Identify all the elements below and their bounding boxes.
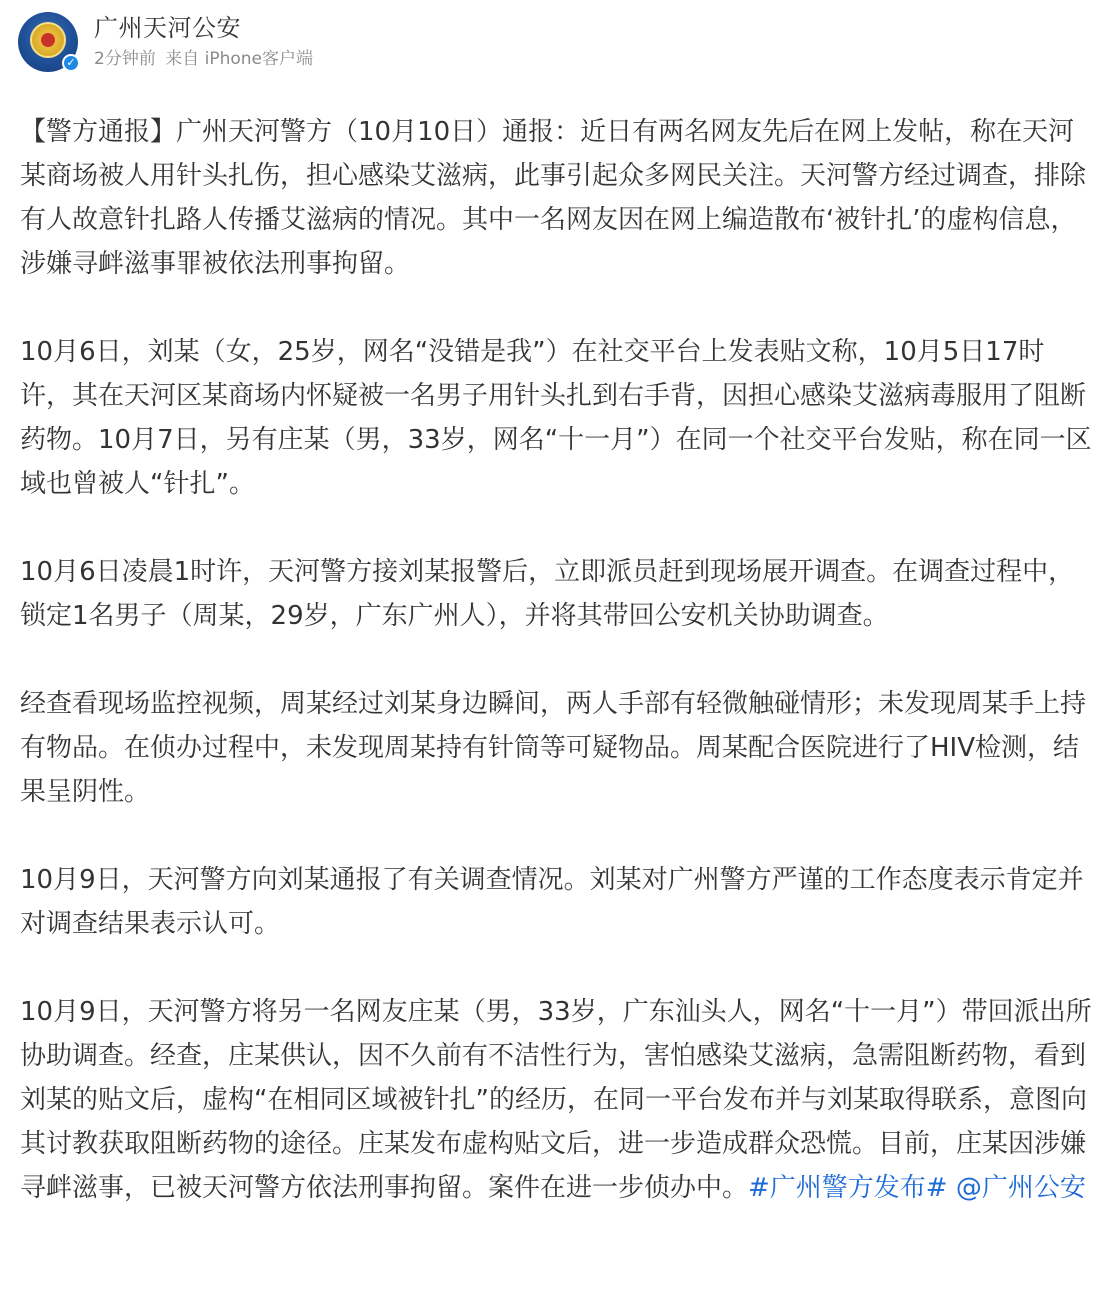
post-meta [94, 12, 317, 72]
post-header [18, 10, 317, 74]
post-paragraph-4: 经查看现场监控视频，周某经过刘某身边瞬间，两人手部有轻微触碰情形；未发现周某手上持有物品。在侦办过程中，未发现周某持有针筒等可疑物品。周某配合医院进行了HIV检测，结果呈阴性。 [20, 689, 1087, 807]
post-paragraph-5: 10月9日，天河警方向刘某通报了有关调查情况。刘某对广州警方严谨的工作态度表示肯定并对调查结果表示认可。 [20, 865, 1084, 939]
verified-badge-icon: ✓ [62, 54, 80, 72]
post-time: 2分钟前 [94, 49, 156, 69]
post-paragraph-6-text: 10月9日，天河警方将另一名网友庄某（男，33岁，广东汕头人，网名“十一月”）带回派出所协助调查。经查，庄某供认，因不久前有不洁性行为，害怕感染艾滋病，急需阻断药物，看到刘某的贴文后，虚构“在相同区域被针扎”的经历，在同一平台发布并与刘某取得联系，意图向其讨教获取阻断药物的途径。庄某发布虚构贴文后，进一步造成群众恐慌。目前，庄某因涉嫌寻衅滋事，已被天河警方依法刑事拘留。案件在进一步侦办中。 [20, 997, 1092, 1203]
mention-link[interactable]: @广州公安 [955, 1173, 1086, 1203]
post-source: 来自 iPhone客户端 [165, 49, 314, 69]
avatar[interactable] [18, 12, 78, 72]
post-paragraph-3: 10月6日凌晨1时许，天河警方接刘某报警后，立即派员赶到现场展开调查。在调查过程中，锁定1名男子（周某，29岁，广东广州人），并将其带回公安机关协助调查。 [20, 557, 1075, 631]
post-paragraph-6 [20, 990, 1095, 1210]
account-name[interactable]: 广州天河公安 [94, 14, 241, 42]
post-body [20, 110, 1095, 1210]
post-subline [94, 46, 317, 72]
post-paragraph-1: 【警方通报】广州天河警方（10月10日）通报：近日有两名网友先后在网上发帖，称在天河某商场被人用针头扎伤，担心感染艾滋病，此事引起众多网民关注。天河警方经过调查，排除有人故意针扎路人传播艾滋病的情况。其中一名网友因在网上编造散布‘被针扎’的虚构信息，涉嫌寻衅滋事罪被依法刑事拘留。 [20, 117, 1087, 279]
hashtag-link[interactable]: #广州警方发布# [748, 1173, 948, 1203]
post-paragraph-2: 10月6日，刘某（女，25岁，网名“没错是我”）在社交平台上发表贴文称，10月5日17时许，其在天河区某商场内怀疑被一名男子用针头扎到右手背，因担心感染艾滋病毒服用了阻断药物。10月7日，另有庄某（男，33岁，网名“十一月”）在同一个社交平台发贴，称在同一区域也曾被人“针扎”。 [20, 337, 1092, 499]
